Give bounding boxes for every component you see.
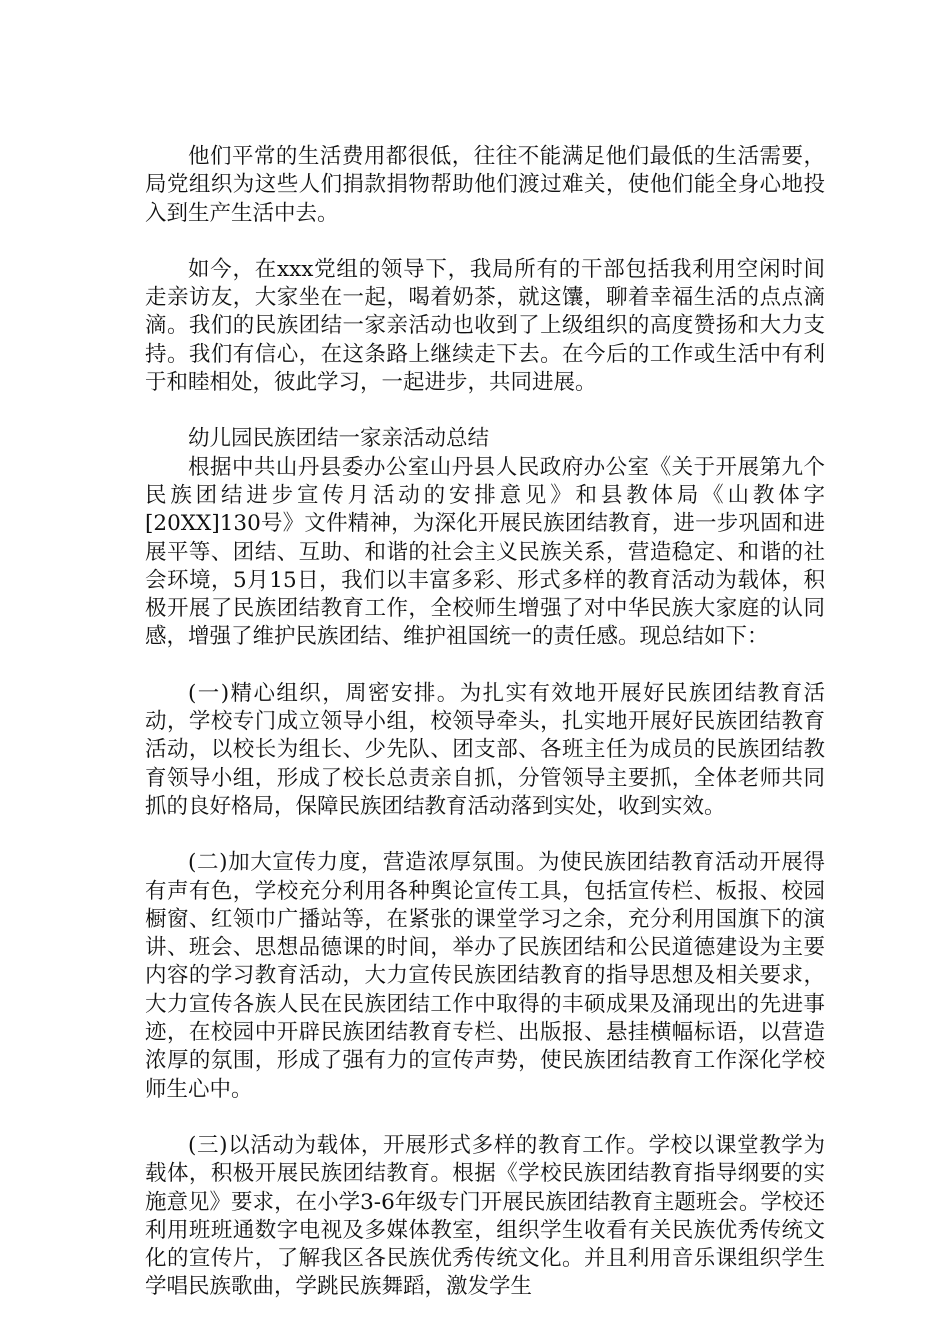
paragraph-5: (二)加大宣传力度，营造浓厚氛围。为使民族团结教育活动开展得有声有色，学校充分利用各种舆论宣传工具，包括宣传栏、板报、校园橱窗、红领巾广播站等，在紧张的课堂学习之余，充分利用国旗下的演讲、班会、思想品德课的时间，举办了民族团结和公民道德建设为主要内容的学习教育活动，大力宣传民族团结教育的指导思想及相关要求，大力宣传各族人民在民族团结工作中取得的丰硕成果及涌现出的先进事迹，在校园中开辟民族团结教育专栏、出版报、悬挂横幅标语，以营造浓厚的氛围，形成了强有力的宣传声势，使民族团结教育工作深化学校师生心中。: [145, 850, 825, 1102]
paragraph-4: (一)精心组织，周密安排。为扎实有效地开展好民族团结教育活动，学校专门成立领导小组，校领导牵头，扎实地开展好民族团结教育活动，以校长为组长、少先队、团支部、各班主任为成员的民族团结教育领导小组，形成了校长总责亲自抓，分管领导主要抓，全体老师共同抓的良好格局，保障民族团结教育活动落到实处，收到实效。: [145, 680, 825, 819]
paragraph-2: 如今，在xxx党组的领导下，我局所有的干部包括我利用空闲时间走亲访友，大家坐在一起，喝着奶茶，就这馕，聊着幸福生活的点点滴滴。我们的民族团结一家亲活动也收到了上级组织的高度赞扬和大力支持。我们有信心，在这条路上继续走下去。在今后的工作或生活中有利于和睦相处，彼此学习，一起进步，共同进展。: [145, 256, 825, 396]
paragraph-1: 他们平常的生活费用都很低，往往不能满足他们最低的生活需要，局党组织为这些人们捐款捐物帮助他们渡过难关，使他们能全身心地投入到生产生活中去。: [145, 144, 825, 226]
document-body: [145, 143, 825, 1302]
section-title: 幼儿园民族团结一家亲活动总结: [188, 426, 490, 452]
paragraph-6: (三)以活动为载体，开展形式多样的教育工作。学校以课堂教学为载体，积极开展民族团结教育。根据《学校民族团结教育指导纲要的实施意见》要求，在小学3-6年级专门开展民族团结教育主题班会。学校还利用班班通数字电视及多媒体教室，组织学生收看有关民族优秀传统文化的宣传片，了解我区各民族优秀传统文化。并且利用音乐课组织学生学唱民族歌曲，学跳民族舞蹈，激发学生: [145, 1132, 825, 1300]
paragraph-3: 根据中共山丹县委办公室山丹县人民政府办公室《关于开展第九个民族团结进步宣传月活动的安排意见》和县教体局《山教体字[20XX]130号》文件精神，为深化开展民族团结教育，进一步巩固和进展平等、团结、互助、和谐的社会主义民族关系，营造稳定、和谐的社会环境，5月15日，我们以丰富多彩、形式多样的教育活动为载体，积极开展了民族团结教育工作，全校师生增强了对中华民族大家庭的认同感，增强了维护民族团结、维护祖国统一的责任感。现总结如下：: [145, 454, 825, 650]
